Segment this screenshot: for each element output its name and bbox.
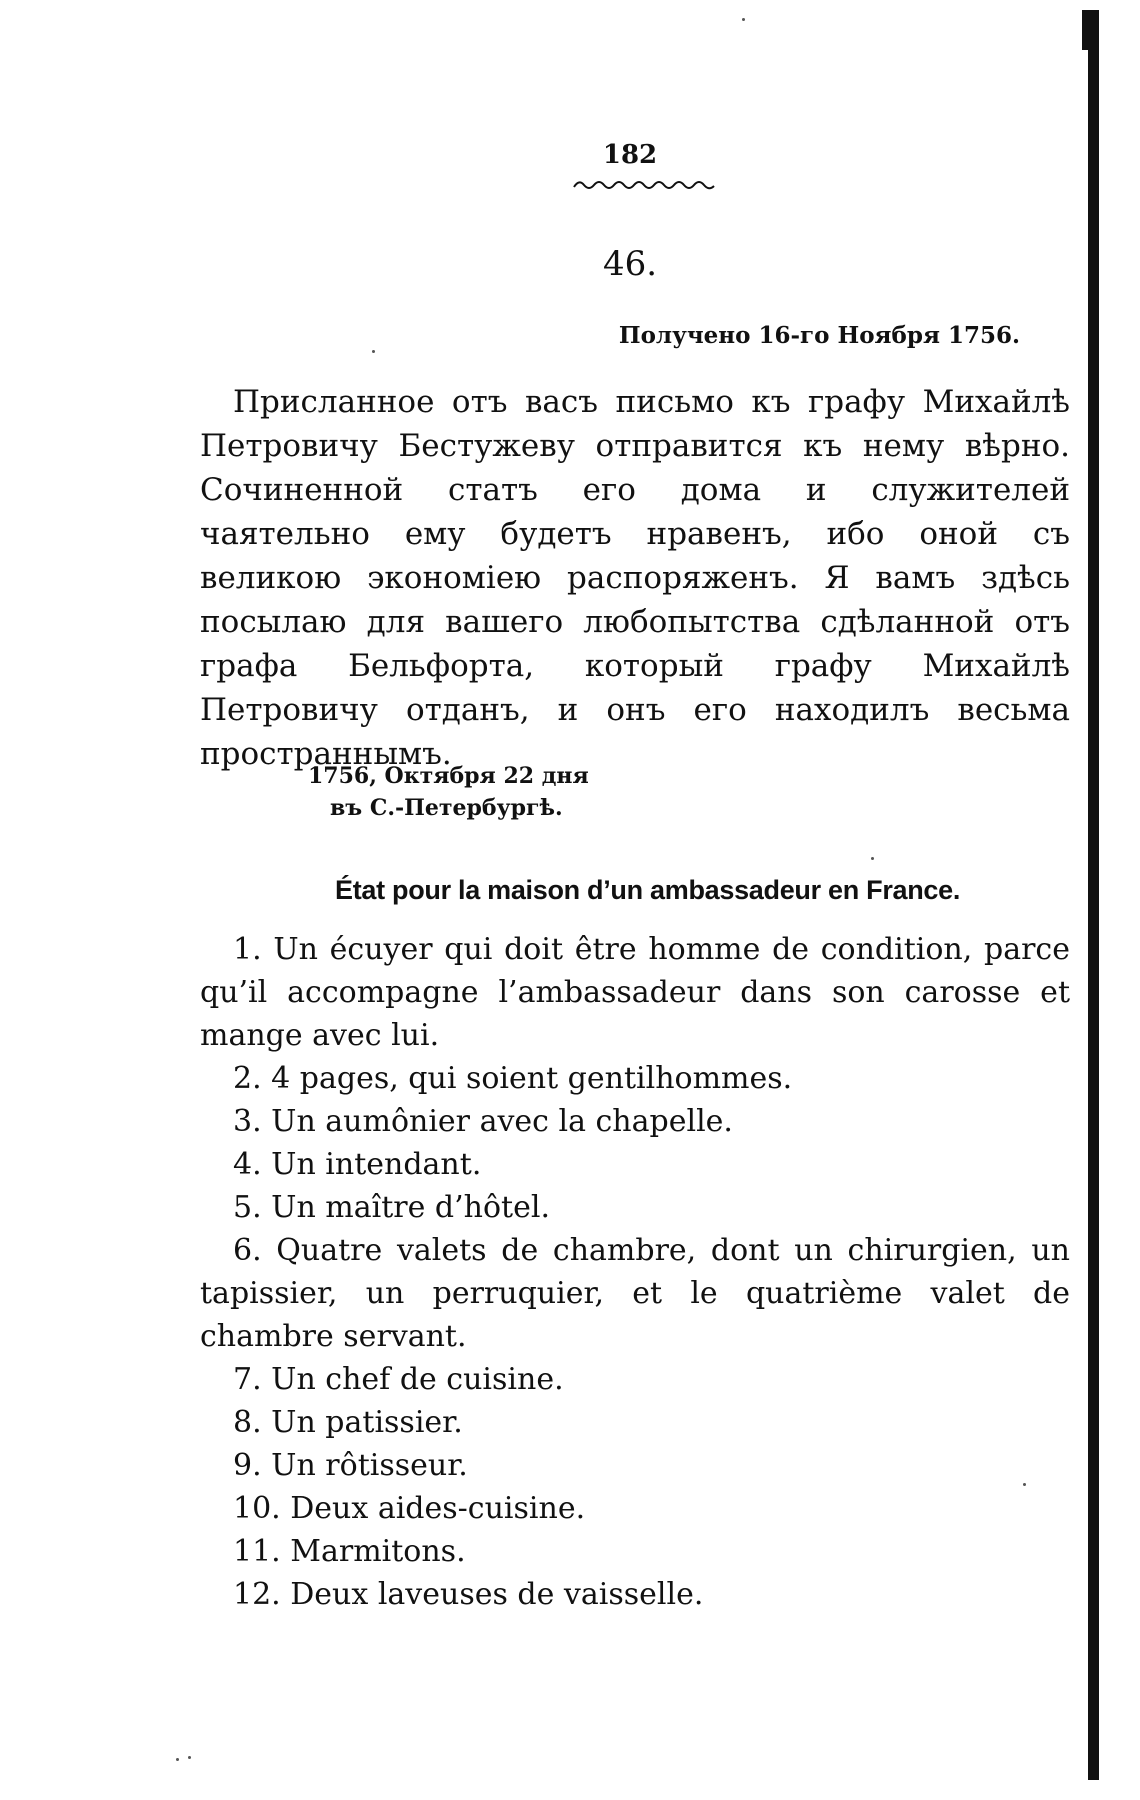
household-list [200,928,1070,1616]
scan-speck [871,857,874,860]
list-item: 12. Deux laveuses de vaisselle. [233,1577,704,1612]
page-number: 182 [602,140,658,170]
scan-speck [176,1758,179,1761]
page-edge-shadow [1088,10,1099,1780]
received-date: Получено 16-го Ноября 1756. [618,322,1020,349]
list-item: 4. Un intendant. [233,1147,482,1182]
document-number: 46. [602,244,658,284]
scan-speck [372,350,375,353]
page-edge-notch [1082,10,1088,50]
letter-place: въ С.-Петербургѣ. [330,795,563,821]
scan-speck [742,18,745,21]
wavy-rule-ornament [572,176,718,190]
state-heading: État pour la maison d’un ambassadeur en France. [335,875,961,905]
list-item: 9. Un rôtisseur. [233,1448,468,1483]
list-item: 6. Quatre valets de chambre, dont un chirurgien, un tapissier, un perruquier, et le quatrième valet de chambre servant. [200,1233,1070,1354]
list-item: 11. Marmitons. [233,1534,466,1569]
list-item: 3. Un aumônier avec la chapelle. [233,1104,733,1139]
list-item: 7. Un chef de cuisine. [233,1362,564,1397]
list-item: 1. Un écuyer qui doit être homme de condition, parce qu’il accompagne l’ambassadeur dans son carosse et mange avec lui. [200,932,1070,1053]
list-item: 8. Un patissier. [233,1405,463,1440]
letter-date-block [308,760,589,824]
letter-date: 1756, Октября 22 дня [308,763,589,789]
scan-speck [188,1756,191,1759]
list-item: 10. Deux aides-cuisine. [233,1491,586,1526]
list-item: 5. Un maître d’hôtel. [233,1190,550,1225]
letter-body: Присланное отъ васъ письмо къ графу Михайлѣ Петровичу Бестужеву отправится къ нему вѣрно. Сочиненной статъ его дома и служителей чаятельно ему будетъ нравенъ, ибо оной съ великою экономіею распоряженъ. Я вамъ здѣсь посылаю для вашего любопытства сдѣланной отъ графа Бельфорта, который графу Михайлѣ Петровичу отданъ, и онъ его находилъ весьма пространнымъ. [200,384,1070,772]
list-item: 2. 4 pages, qui soient gentilhommes. [233,1061,793,1096]
